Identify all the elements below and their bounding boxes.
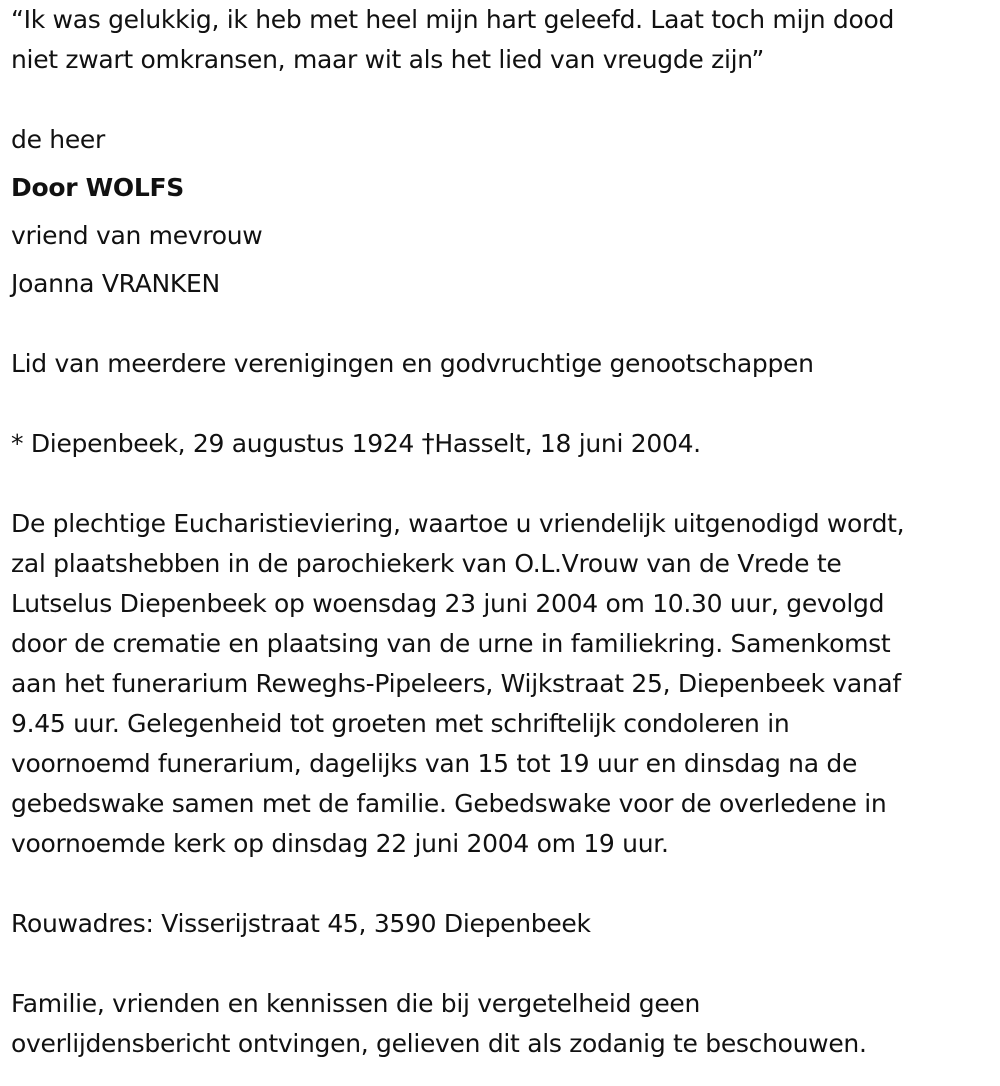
ceremony-line: zal plaatshebben in de parochiekerk van O.L.Vrouw van de Vrede te xyxy=(11,549,842,578)
spacer-small xyxy=(11,160,991,168)
spacer xyxy=(11,80,991,120)
mourning-address-text: Rouwadres: Visserijstraat 45, 3590 Diepenbeek xyxy=(11,909,591,938)
quote-line-1: “Ik was gelukkig, ik heb met heel mijn hart geleefd. Laat toch mijn dood xyxy=(11,5,895,34)
spacer xyxy=(11,384,991,424)
spacer-small xyxy=(11,208,991,216)
birth-date: * Diepenbeek, 29 augustus 1924 xyxy=(11,429,422,458)
dates-line xyxy=(11,424,991,464)
ceremony-line: Lutselus Diepenbeek op woensdag 23 juni 2004 om 10.30 uur, gevolgd xyxy=(11,589,885,618)
spacer xyxy=(11,464,991,504)
quote xyxy=(11,0,991,80)
ceremony xyxy=(11,504,991,864)
deceased-title: de heer xyxy=(11,125,105,154)
ceremony-line: door de crematie en plaatsing van de urne in familiekring. Samenkomst xyxy=(11,629,891,658)
mourning-address xyxy=(11,904,991,944)
dates xyxy=(11,424,991,464)
membership-text: Lid van meerdere verenigingen en godvruchtige genootschappen xyxy=(11,349,814,378)
ceremony-line: aan het funerarium Reweghs-Pipeleers, Wijkstraat 25, Diepenbeek vanaf xyxy=(11,669,901,698)
ceremony-line: voornoemd funerarium, dagelijks van 15 tot 19 uur en dinsdag na de xyxy=(11,749,858,778)
spacer-small xyxy=(11,256,991,264)
obituary-document xyxy=(11,0,991,1064)
membership xyxy=(11,344,991,384)
closing-line-1: Familie, vrienden en kennissen die bij vergetelheid geen xyxy=(11,989,701,1018)
ceremony-line: gebedswake samen met de familie. Gebedswake voor de overledene in xyxy=(11,789,887,818)
closing-line-2: overlijdensbericht ontvingen, gelieven dit als zodanig te beschouwen. xyxy=(11,1029,867,1058)
quote-line-2: niet zwart omkransen, maar wit als het lied van vreugde zijn” xyxy=(11,45,765,74)
spacer xyxy=(11,304,991,344)
deceased-partner: Joanna VRANKEN xyxy=(11,269,220,298)
deceased-name: Door WOLFS xyxy=(11,173,184,202)
spacer xyxy=(11,864,991,904)
cross-icon: † xyxy=(421,429,435,459)
spacer xyxy=(11,944,991,984)
ceremony-line: De plechtige Eucharistieviering, waartoe u vriendelijk uitgenodigd wordt, xyxy=(11,509,905,538)
ceremony-line: voornoemde kerk op dinsdag 22 juni 2004 om 19 uur. xyxy=(11,829,669,858)
death-date: Hasselt, 18 juni 2004. xyxy=(434,429,701,458)
ceremony-line: 9.45 uur. Gelegenheid tot groeten met schriftelijk condoleren in xyxy=(11,709,790,738)
closing-note xyxy=(11,984,991,1064)
deceased-relation: vriend van mevrouw xyxy=(11,221,263,250)
deceased-block xyxy=(11,120,991,304)
